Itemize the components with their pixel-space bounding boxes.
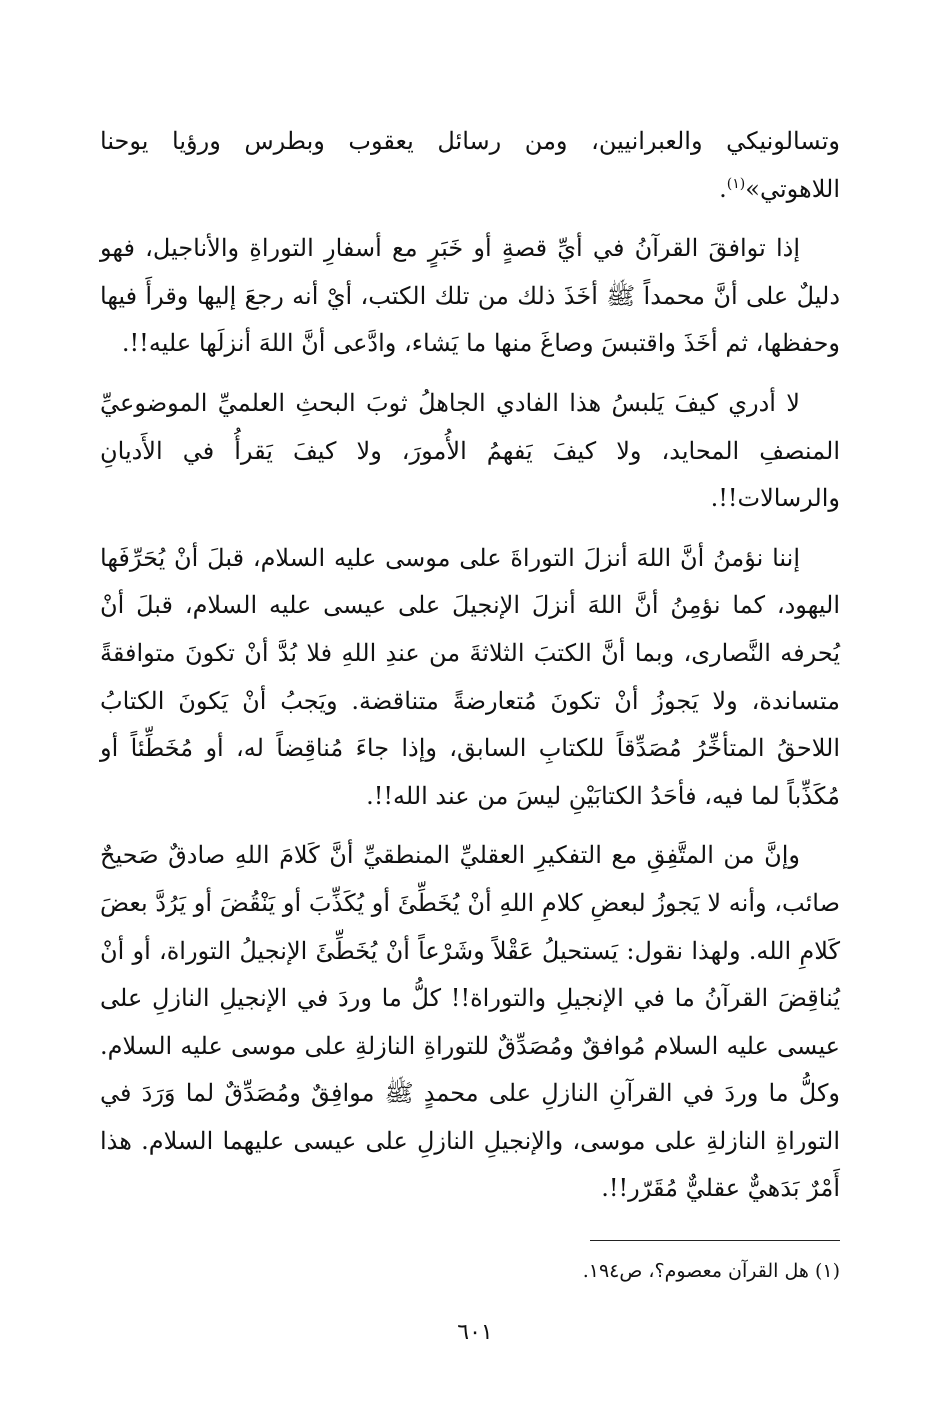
footnote [100, 1256, 840, 1286]
page-number: ٦٠١ [457, 1320, 493, 1345]
paragraph-5: وإنَّ من المتَّفِقِ مع التفكيرِ العقليِّ المنطقيِّ أنَّ كَلامَ اللهِ صادقٌ صَحيحٌ صائب، وأنه لا يَجوزُ لبعضِ كلامِ اللهِ أنْ يُخَطِّئَ أو يُكَذِّبَ أو يَنْقُضَ أو يَرُدَّ بعضَ كَلامِ الله. ولهذا نقول: يَستحيلُ عَقْلاً وشَرْعاً أنْ يُخَطِّئَ الإنجيلُ التوراة، أو أنْ يُناقِضَ القرآنُ ما في الإنجيلِ والتوراة!! كلُّ ما وردَ في الإنجيلِ النازلِ على عيسى عليه السلام مُوافقٌ ومُصَدِّقٌ للتوراةِ النازلةِ على موسى عليه السلام. وكلُّ ما وردَ في القرآنِ النازلِ على محمدٍ ﷺ موافِقٌ ومُصَدِّقٌ لما وَرَدَ في التوراةِ النازلةِ على موسى، والإنجيلِ النازلِ على عيسى عليهما السلام. هذا أَمْرٌ بَدَهيٌّ عقليٌّ مُقَرّر!!. [100, 841, 840, 1203]
footnote-reference[interactable]: (١) [726, 175, 746, 192]
paragraph-3: لا أدري كيفَ يَلبسُ هذا الفادي الجاهلُ ثوبَ البحثِ العلميِّ الموضوعيِّ المنصفِ المحايد، ولا كيفَ يَفهمُ الأُمورَ، ولا كيفَ يَقرأُ في الأَديانِ والرسالات!!. [100, 388, 840, 513]
footnote-marker: (١) [814, 1260, 840, 1282]
footnote-divider [590, 1240, 840, 1241]
footnote-text: هل القرآن معصوم؟، ص١٩٤. [582, 1260, 809, 1282]
paragraph-4: إننا نؤمنُ أنَّ اللهَ أنزلَ التوراةَ على موسى عليه السلام، قبلَ أنْ يُحَرِّفَها اليهود، كما نؤمِنُ أنَّ اللهَ أنزلَ الإنجيلَ على عيسى عليه السلام، قبلَ أنْ يُحرفه النَّصارى، وبما أنَّ الكتبَ الثلاثةَ من عندِ اللهِ فلا بُدَّ أنْ تكونَ متوافقةً متساندة، ولا يَجوزُ أنْ تكونَ مُتعارضةً متناقضة. ويَجبُ أنْ يَكونَ الكتابُ اللاحقُ المتأخِّرُ مُصَدِّقاً للكتابِ السابق، وإذا جاءَ مُناقِضاً له، أو مُخَطِّئاً أو مُكَذِّباً لما فيه، فأحَدُ الكتابَيْنِ ليسَ من عند الله!!. [100, 543, 841, 810]
paragraph-1 [100, 118, 840, 213]
page-body [100, 118, 840, 1225]
paragraph-1-tail: . [719, 174, 727, 203]
paragraph-2: إذا توافقَ القرآنُ في أيِّ قصةٍ أو خَبَرٍ مع أسفارِ التوراةِ والأناجيل، فهو دليلٌ على أنَّ محمداً ﷺ أخَذَ ذلك من تلك الكتب، أيْ أنه رجعَ إليها وقرأَ فيها وحفظها، ثم أخَذَ واقتبسَ وصاغَ منها ما يَشاء، وادَّعى أنَّ اللهَ أنزلَها عليه!!. [100, 234, 841, 358]
paragraph-1-text: وتسالونيكي والعبرانيين، ومن رسائل يعقوب وبطرس ورؤيا يوحنا اللاهوتي» [100, 127, 840, 203]
